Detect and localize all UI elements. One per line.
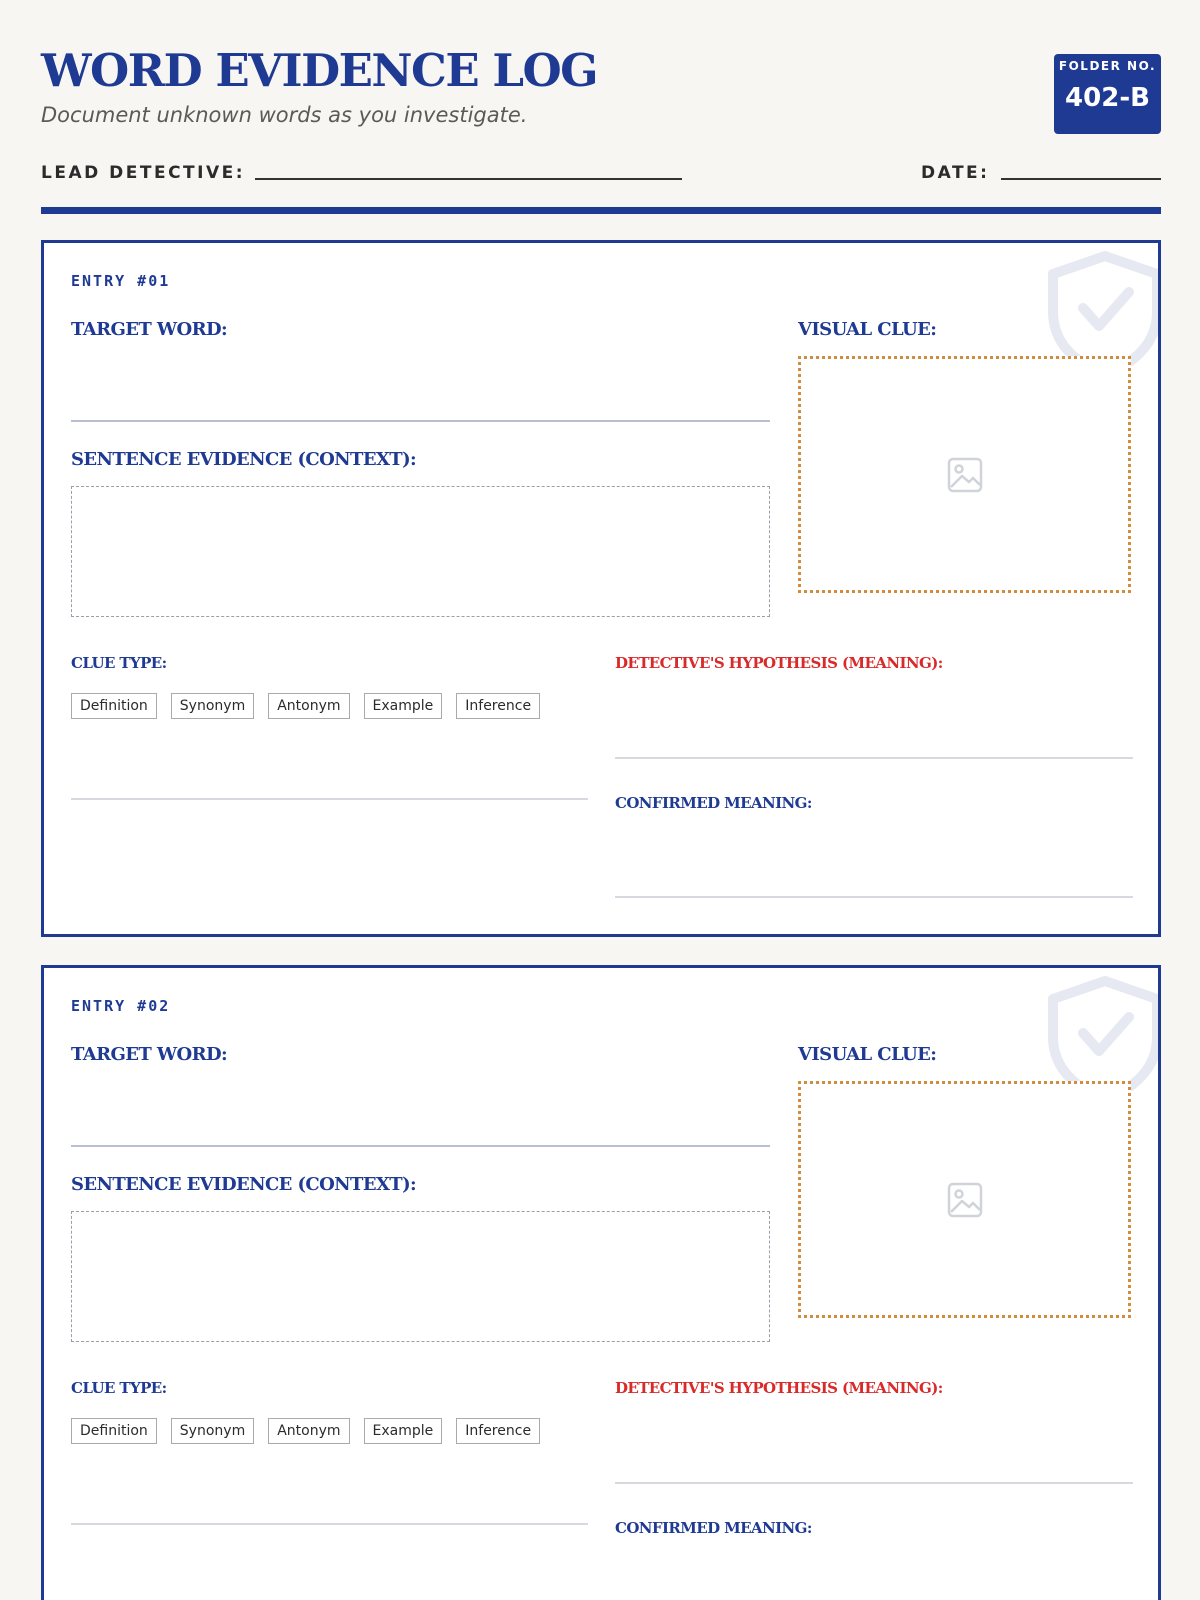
- clue-type-definition[interactable]: Definition: [71, 1418, 157, 1444]
- target-word-label: TARGET WORD:: [71, 319, 227, 340]
- clue-type-definition[interactable]: Definition: [71, 693, 157, 719]
- confirmed-meaning-line[interactable]: [615, 896, 1133, 898]
- worksheet-page: [41, 0, 1161, 1600]
- clue-type-inference[interactable]: Inference: [456, 1418, 540, 1444]
- target-word-label: TARGET WORD:: [71, 1044, 227, 1065]
- context-label: SENTENCE EVIDENCE (CONTEXT):: [71, 449, 417, 470]
- clue-type-synonym[interactable]: Synonym: [171, 1418, 254, 1444]
- clue-type-antonym[interactable]: Antonym: [268, 693, 349, 719]
- context-label: SENTENCE EVIDENCE (CONTEXT):: [71, 1174, 417, 1195]
- clue-type-line[interactable]: [71, 798, 588, 800]
- hypothesis-label: DETECTIVE'S HYPOTHESIS (MEANING):: [615, 654, 943, 672]
- context-box[interactable]: [71, 486, 770, 617]
- clue-type-line[interactable]: [71, 1523, 588, 1525]
- image-icon: [947, 457, 983, 493]
- confirmed-meaning-label: CONFIRMED MEANING:: [615, 794, 812, 812]
- date-label: DATE:: [921, 163, 990, 183]
- entry-card: [41, 965, 1161, 1600]
- header-divider: [41, 207, 1161, 214]
- clue-type-label: CLUE TYPE:: [71, 1379, 167, 1397]
- clue-type-antonym[interactable]: Antonym: [268, 1418, 349, 1444]
- folder-number: 402-B: [1065, 83, 1150, 113]
- target-word-line[interactable]: [71, 420, 770, 422]
- hypothesis-line[interactable]: [615, 757, 1133, 759]
- date-line[interactable]: [1001, 178, 1161, 180]
- lead-detective-line[interactable]: [255, 178, 682, 180]
- folder-badge: [1054, 54, 1161, 134]
- visual-clue-box[interactable]: [798, 1081, 1131, 1318]
- entry-number: ENTRY #02: [71, 997, 171, 1015]
- entry-card: [41, 240, 1161, 937]
- clue-type-synonym[interactable]: Synonym: [171, 693, 254, 719]
- entry-number: ENTRY #01: [71, 272, 171, 290]
- clue-type-options: [71, 1418, 554, 1444]
- image-icon: [947, 1182, 983, 1218]
- lead-detective-label: LEAD DETECTIVE:: [41, 163, 246, 183]
- target-word-line[interactable]: [71, 1145, 770, 1147]
- hypothesis-line[interactable]: [615, 1482, 1133, 1484]
- page-subtitle: Document unknown words as you investigate.: [41, 103, 528, 127]
- clue-type-example[interactable]: Example: [364, 693, 443, 719]
- clue-type-options: [71, 693, 554, 719]
- clue-type-example[interactable]: Example: [364, 1418, 443, 1444]
- hypothesis-label: DETECTIVE'S HYPOTHESIS (MEANING):: [615, 1379, 943, 1397]
- clue-type-label: CLUE TYPE:: [71, 654, 167, 672]
- visual-clue-label: VISUAL CLUE:: [798, 1044, 937, 1065]
- context-box[interactable]: [71, 1211, 770, 1342]
- confirmed-meaning-label: CONFIRMED MEANING:: [615, 1519, 812, 1537]
- folder-label: FOLDER NO.: [1058, 59, 1157, 73]
- visual-clue-box[interactable]: [798, 356, 1131, 593]
- clue-type-inference[interactable]: Inference: [456, 693, 540, 719]
- visual-clue-label: VISUAL CLUE:: [798, 319, 937, 340]
- page-title: WORD EVIDENCE LOG: [41, 44, 598, 97]
